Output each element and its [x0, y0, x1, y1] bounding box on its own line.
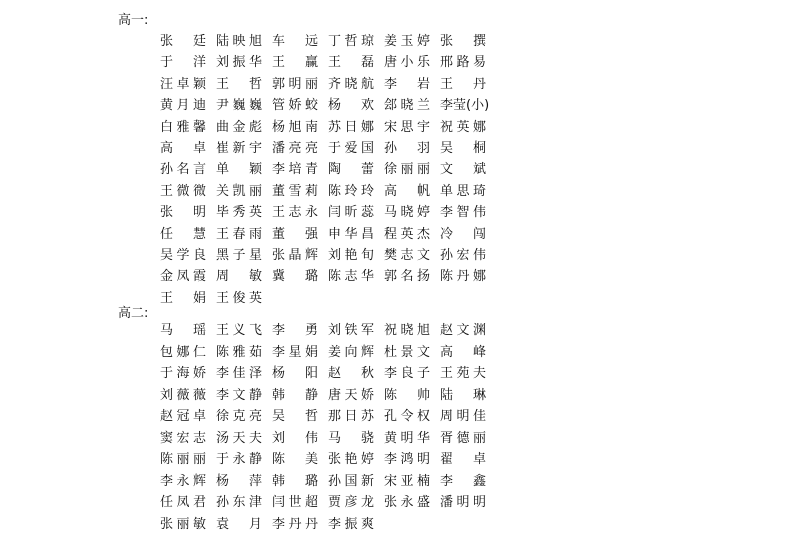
student-name: 胥德丽: [440, 430, 486, 446]
student-name: 贾彦龙: [328, 495, 374, 510]
student-name: 邢路易: [440, 55, 486, 71]
student-name: 黄月迪: [160, 98, 206, 114]
student-name: 陈丽丽: [160, 452, 206, 467]
student-name: 陈志华: [328, 269, 374, 285]
student-name: 高峰: [440, 344, 486, 360]
student-name: 管娇蛟: [272, 98, 318, 114]
student-name: 刘薇薇: [160, 387, 206, 403]
student-name: 刘振华: [216, 55, 262, 71]
student-name: 包娜仁: [160, 344, 206, 360]
student-name: 王志永: [272, 205, 318, 221]
student-name: 王义飞: [216, 323, 262, 338]
student-name: 韩静: [272, 387, 318, 403]
student-name: 杨阳: [272, 366, 318, 381]
student-name: 祝晓旭: [384, 323, 430, 338]
student-name: 郭名扬: [384, 269, 430, 285]
student-name: 高卓: [160, 140, 206, 156]
student-name: 陈丹娜: [440, 269, 486, 285]
student-name: 陈美: [272, 452, 318, 467]
student-name: 李永辉: [160, 473, 206, 489]
student-name: 宋亚楠: [384, 473, 430, 489]
student-name: 于洋: [160, 55, 206, 71]
student-name: 赵文渊: [440, 323, 486, 338]
student-name: 王俊英: [216, 290, 262, 306]
student-name: 车远: [272, 34, 318, 49]
student-name: 闫昕蕊: [328, 205, 374, 221]
student-name: 李振爽: [328, 516, 374, 532]
student-name: 李培青: [272, 162, 318, 178]
student-name: 杨欢: [328, 98, 374, 114]
student-name: 唐天娇: [328, 387, 374, 403]
grade-2-label: 高二:: [118, 306, 149, 321]
student-name: 高帆: [384, 183, 430, 199]
student-name: 孙羽: [384, 140, 430, 156]
student-name: 李岩: [384, 76, 430, 92]
student-name: 翟卓: [440, 452, 486, 467]
student-name: 齐晓航: [328, 76, 374, 92]
student-name: 白雅馨: [160, 119, 206, 135]
student-name: 杜景文: [384, 344, 430, 360]
student-name: 于爱国: [328, 140, 374, 156]
grade-2-name-grid: [160, 320, 496, 535]
student-name: 刘艳旬: [328, 247, 374, 263]
student-name: 唐小乐: [384, 55, 430, 71]
student-name: 姜玉婷: [384, 34, 430, 49]
student-name: 吴哲: [272, 409, 318, 424]
student-name: 孙东津: [216, 495, 262, 510]
student-name: 姜向辉: [328, 344, 374, 360]
student-name: 宋思宇: [384, 119, 430, 135]
student-name: 单思琦: [440, 183, 486, 199]
student-name: 汤天夫: [216, 430, 262, 446]
student-name: 毕秀英: [216, 205, 262, 221]
student-name: 杨萍: [216, 473, 262, 489]
student-name: 李智伟: [440, 205, 486, 221]
student-name: 董雪莉: [272, 183, 318, 199]
student-name: 王赢: [272, 55, 318, 71]
student-name: 王苑夫: [440, 366, 486, 381]
student-name: 张明: [160, 205, 206, 221]
student-name: 冷闯: [440, 226, 486, 242]
student-name: 李良子: [384, 366, 430, 381]
student-name: 李星娟: [272, 344, 318, 360]
student-name: 王磊: [328, 55, 374, 71]
student-name: 赵冠卓: [160, 409, 206, 424]
student-name: 张丽敏: [160, 516, 206, 532]
student-name: 孙宏伟: [440, 247, 486, 263]
student-name: 刘伟: [272, 430, 318, 446]
student-name: 王春雨: [216, 226, 262, 242]
student-name: 程英杰: [384, 226, 430, 242]
student-name: 潘明明: [440, 495, 486, 510]
student-name: 李鸿明: [384, 452, 430, 467]
student-name: 关凯丽: [216, 183, 262, 199]
student-name: 窦宏志: [160, 430, 206, 446]
student-name: 申华昌: [328, 226, 374, 242]
student-name: 王微微: [160, 183, 206, 199]
grade-1-label: 高一:: [118, 13, 149, 28]
student-name: 那日苏: [328, 409, 374, 424]
student-name: 张撰: [440, 34, 486, 49]
student-name: 张永盛: [384, 495, 430, 510]
student-name: 刘铁军: [328, 323, 374, 338]
student-name: 崔新宇: [216, 140, 262, 156]
student-name: 徐丽丽: [384, 162, 430, 178]
student-name: 陆映旭: [216, 34, 262, 49]
student-name: 王丹: [440, 76, 486, 92]
student-name: 徐克亮: [216, 409, 262, 424]
student-name: 李文静: [216, 387, 262, 403]
student-name: 李佳泽: [216, 366, 262, 381]
student-name: 马晓婷: [384, 205, 430, 221]
student-name: 单颖: [216, 162, 262, 178]
student-name: 孔令权: [384, 409, 430, 424]
student-name: 杨旭南: [272, 119, 318, 135]
student-name: 陈玲玲: [328, 183, 374, 199]
student-name: 樊志文: [384, 247, 430, 263]
student-name: 王哲: [216, 76, 262, 92]
student-name: 孙名言: [160, 162, 206, 178]
student-name: 张廷: [160, 34, 206, 49]
student-name: 郐晓兰: [384, 98, 430, 114]
student-name: 韩璐: [272, 473, 318, 489]
student-name: 吴桐: [440, 140, 486, 156]
student-name: 苏日娜: [328, 119, 374, 135]
student-name: 赵秋: [328, 366, 374, 381]
student-name: 任慧: [160, 226, 206, 242]
student-name: 于永静: [216, 452, 262, 467]
student-name: 陆琳: [440, 387, 486, 403]
student-name: 丁哲琼: [328, 34, 374, 49]
student-name: 金凤霞: [160, 269, 206, 285]
student-name: 陈雅茹: [216, 344, 262, 360]
student-name: 李勇: [272, 323, 318, 338]
student-name: 马骁: [328, 430, 374, 446]
student-name: 李丹丹: [272, 516, 318, 532]
student-name: 祝英娜: [440, 119, 486, 135]
student-name: 潘亮亮: [272, 140, 318, 156]
student-name: 孙国新: [328, 473, 374, 489]
student-name: 郭明丽: [272, 76, 318, 92]
grade-1-name-grid: [160, 31, 496, 309]
student-name: 马瑶: [160, 323, 206, 338]
student-name: 任凤君: [160, 495, 206, 510]
student-name: 王娟: [160, 290, 206, 306]
student-name: 陶蕾: [328, 162, 374, 178]
student-name: 周敏: [216, 269, 262, 285]
student-name: 冀璐: [272, 269, 318, 285]
student-name: 董强: [272, 226, 318, 242]
student-name: 汪卓颖: [160, 76, 206, 92]
student-name: 周明佳: [440, 409, 486, 424]
student-name: 张艳婷: [328, 452, 374, 467]
student-name: 黄明华: [384, 430, 430, 446]
student-name: 陈帅: [384, 387, 430, 403]
student-name: 李莹(小): [440, 98, 490, 114]
student-name: 文斌: [440, 162, 486, 178]
student-name: 李鑫: [440, 473, 486, 489]
student-name: 于海娇: [160, 366, 206, 381]
student-name: 袁月: [216, 516, 262, 532]
student-name: 曲金彪: [216, 119, 262, 135]
student-name: 黑子星: [216, 247, 262, 263]
student-name: 尹巍巍: [216, 98, 262, 114]
student-name: 吴学良: [160, 247, 206, 263]
student-name: 张晶辉: [272, 247, 318, 263]
student-name: 闫世超: [272, 495, 318, 510]
